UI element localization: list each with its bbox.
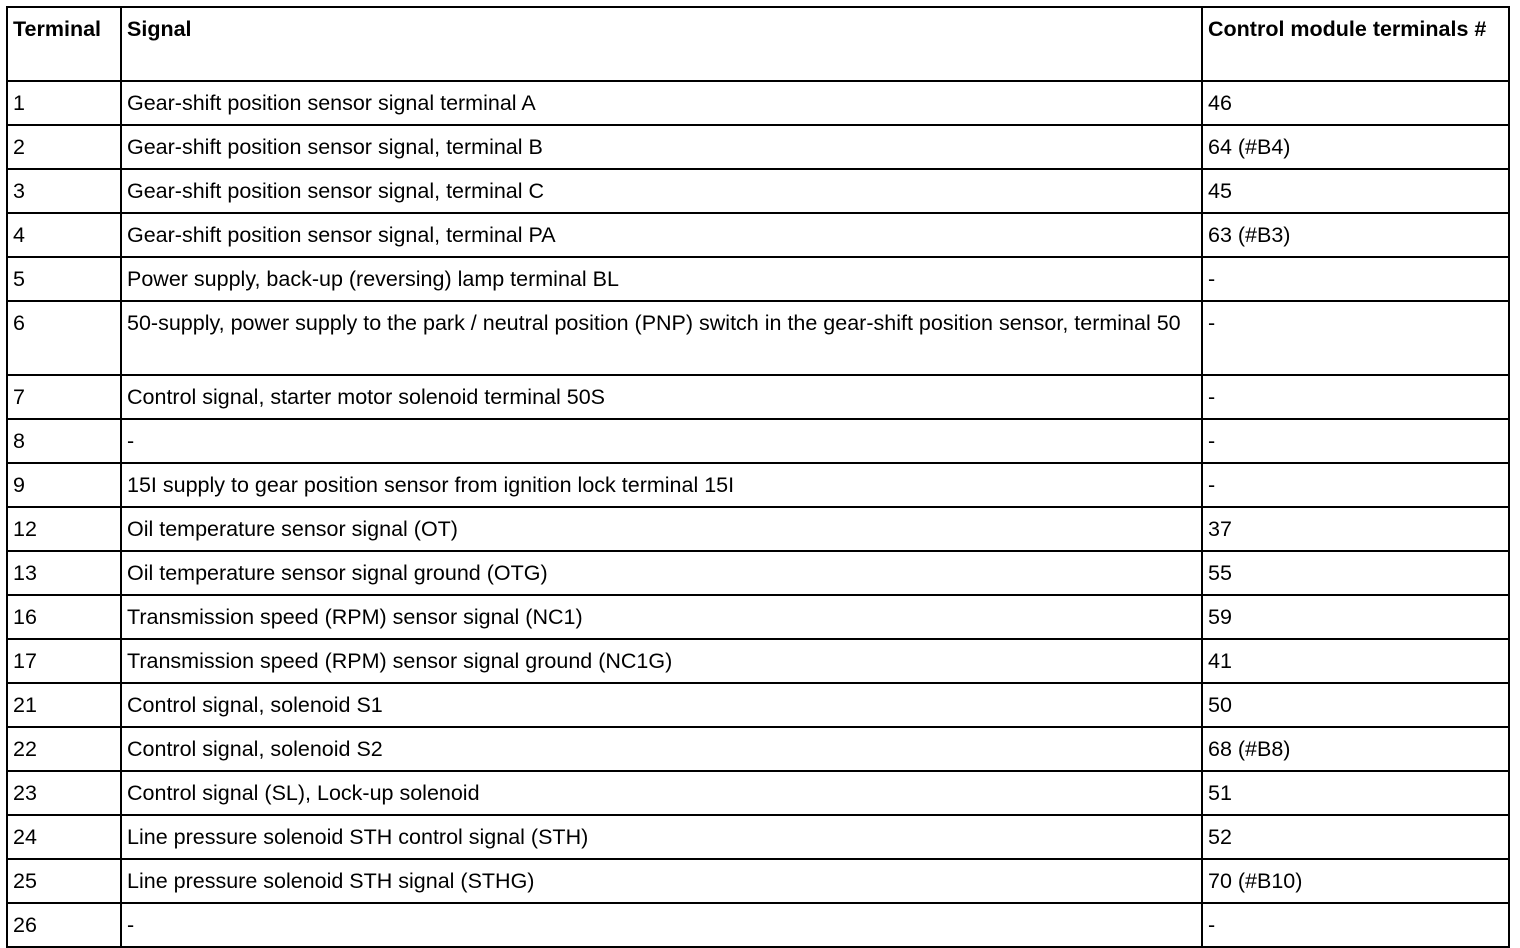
control-module-cell: 64 (#B4) bbox=[1202, 125, 1509, 169]
control-module-cell: - bbox=[1202, 419, 1509, 463]
header-terminal: Terminal bbox=[7, 7, 121, 81]
terminal-cell: 1 bbox=[7, 81, 121, 125]
control-module-cell: 50 bbox=[1202, 683, 1509, 727]
control-module-cell: 70 (#B10) bbox=[1202, 859, 1509, 903]
terminal-cell: 22 bbox=[7, 727, 121, 771]
terminal-cell: 9 bbox=[7, 463, 121, 507]
table-row bbox=[7, 859, 1509, 903]
control-module-cell: 55 bbox=[1202, 551, 1509, 595]
signal-cell: - bbox=[121, 903, 1202, 947]
control-module-cell: 59 bbox=[1202, 595, 1509, 639]
terminal-signal-table bbox=[6, 6, 1510, 948]
control-module-cell: 52 bbox=[1202, 815, 1509, 859]
table-row bbox=[7, 463, 1509, 507]
terminal-cell: 24 bbox=[7, 815, 121, 859]
control-module-cell: 37 bbox=[1202, 507, 1509, 551]
signal-cell: Oil temperature sensor signal ground (OTG) bbox=[121, 551, 1202, 595]
table-row bbox=[7, 213, 1509, 257]
terminal-cell: 5 bbox=[7, 257, 121, 301]
control-module-cell: 68 (#B8) bbox=[1202, 727, 1509, 771]
control-module-cell: - bbox=[1202, 301, 1509, 375]
table-row bbox=[7, 301, 1509, 375]
signal-cell: Transmission speed (RPM) sensor signal ground (NC1G) bbox=[121, 639, 1202, 683]
control-module-cell: - bbox=[1202, 375, 1509, 419]
control-module-cell: 45 bbox=[1202, 169, 1509, 213]
signal-cell: Transmission speed (RPM) sensor signal (NC1) bbox=[121, 595, 1202, 639]
signal-cell: Power supply, back-up (reversing) lamp terminal BL bbox=[121, 257, 1202, 301]
terminal-cell: 26 bbox=[7, 903, 121, 947]
signal-cell: 50-supply, power supply to the park / neutral position (PNP) switch in the gear-shift position sensor, terminal 50 bbox=[121, 301, 1202, 375]
signal-cell: Line pressure solenoid STH signal (STHG) bbox=[121, 859, 1202, 903]
terminal-cell: 7 bbox=[7, 375, 121, 419]
header-control-module-terminals: Control module terminals # bbox=[1202, 7, 1509, 81]
terminal-cell: 13 bbox=[7, 551, 121, 595]
terminal-cell: 16 bbox=[7, 595, 121, 639]
table-row bbox=[7, 595, 1509, 639]
terminal-cell: 4 bbox=[7, 213, 121, 257]
control-module-cell: 51 bbox=[1202, 771, 1509, 815]
signal-cell: 15I supply to gear position sensor from ignition lock terminal 15I bbox=[121, 463, 1202, 507]
signal-cell: Gear-shift position sensor signal, terminal C bbox=[121, 169, 1202, 213]
table-row bbox=[7, 551, 1509, 595]
terminal-cell: 8 bbox=[7, 419, 121, 463]
control-module-cell: - bbox=[1202, 257, 1509, 301]
table-row bbox=[7, 639, 1509, 683]
table-row bbox=[7, 257, 1509, 301]
terminal-cell: 25 bbox=[7, 859, 121, 903]
header-signal: Signal bbox=[121, 7, 1202, 81]
signal-cell: Gear-shift position sensor signal, terminal B bbox=[121, 125, 1202, 169]
signal-cell: Control signal, solenoid S1 bbox=[121, 683, 1202, 727]
table-row bbox=[7, 507, 1509, 551]
terminal-cell: 6 bbox=[7, 301, 121, 375]
table-row bbox=[7, 683, 1509, 727]
signal-cell: - bbox=[121, 419, 1202, 463]
table-row bbox=[7, 81, 1509, 125]
signal-cell: Gear-shift position sensor signal terminal A bbox=[121, 81, 1202, 125]
signal-cell: Control signal, starter motor solenoid terminal 50S bbox=[121, 375, 1202, 419]
table-row bbox=[7, 771, 1509, 815]
control-module-cell: 46 bbox=[1202, 81, 1509, 125]
control-module-cell: - bbox=[1202, 903, 1509, 947]
table-row bbox=[7, 903, 1509, 947]
terminal-cell: 17 bbox=[7, 639, 121, 683]
table-row bbox=[7, 169, 1509, 213]
table-row bbox=[7, 815, 1509, 859]
table-header-row bbox=[7, 7, 1509, 81]
control-module-cell: - bbox=[1202, 463, 1509, 507]
control-module-cell: 63 (#B3) bbox=[1202, 213, 1509, 257]
table-row bbox=[7, 375, 1509, 419]
terminal-cell: 23 bbox=[7, 771, 121, 815]
signal-cell: Control signal, solenoid S2 bbox=[121, 727, 1202, 771]
control-module-cell: 41 bbox=[1202, 639, 1509, 683]
table-row bbox=[7, 419, 1509, 463]
table-row bbox=[7, 125, 1509, 169]
terminal-cell: 3 bbox=[7, 169, 121, 213]
signal-cell: Line pressure solenoid STH control signal (STH) bbox=[121, 815, 1202, 859]
table-row bbox=[7, 727, 1509, 771]
terminal-cell: 21 bbox=[7, 683, 121, 727]
signal-cell: Gear-shift position sensor signal, terminal PA bbox=[121, 213, 1202, 257]
signal-cell: Control signal (SL), Lock-up solenoid bbox=[121, 771, 1202, 815]
signal-cell: Oil temperature sensor signal (OT) bbox=[121, 507, 1202, 551]
terminal-cell: 12 bbox=[7, 507, 121, 551]
terminal-cell: 2 bbox=[7, 125, 121, 169]
